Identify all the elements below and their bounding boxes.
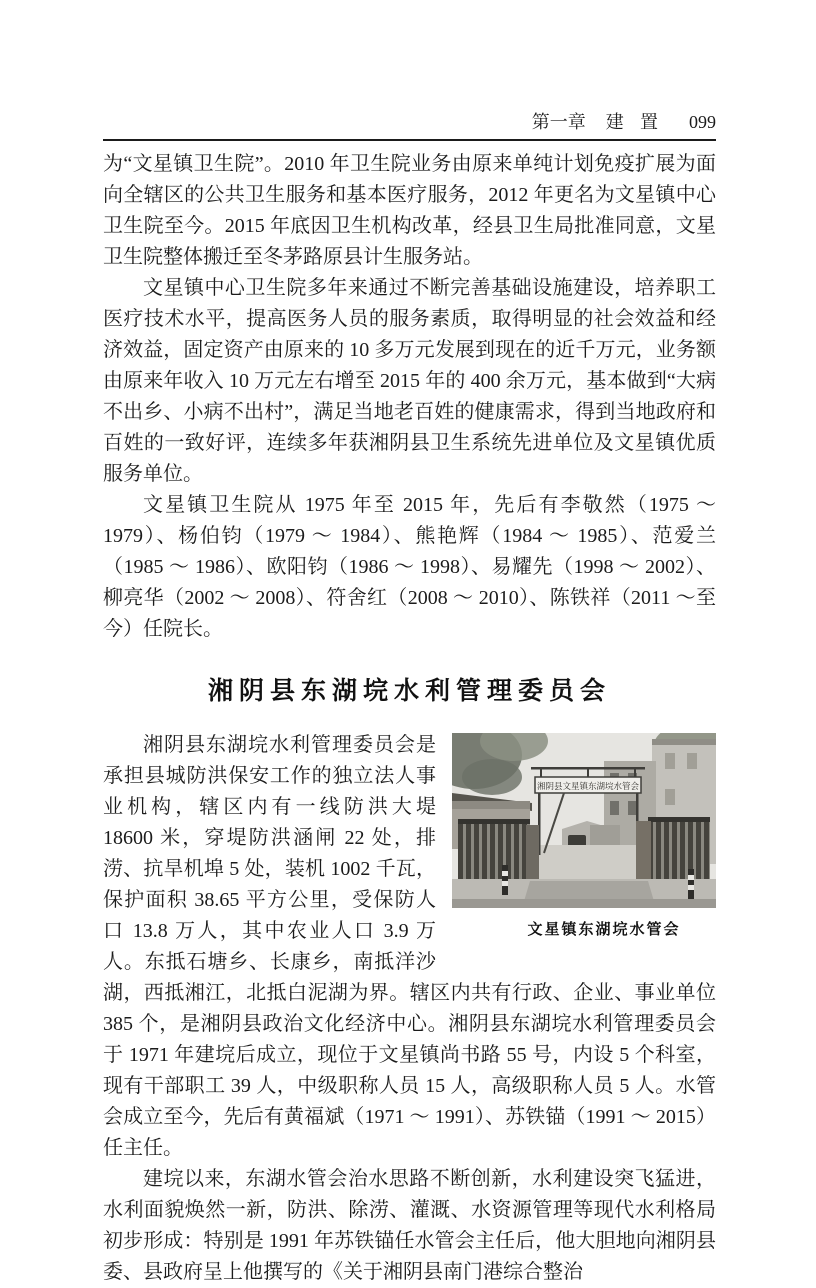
chapter-label: 第一章 [531, 112, 586, 132]
figure-caption: 文星镇东湖垸水管会 [527, 922, 681, 938]
page-number: 099 [689, 112, 716, 132]
paragraph-hospital-achievements: 文星镇中心卫生院多年来通过不断完善基础设施建设，培养职工医疗技术水平，提高医务人员的服务素质，取得明显的社会效益和经济效益，固定资产由原来的 10 多万元发展到现在的近千万元，业务额由原来年收入 10 万元左右增至 2015 年的 400 余万元，基本做到“大病不出乡、小病不出村”，满足当地老百姓的健康需求，得到当地政府和百姓的一致好评，连续多年获湘阴县卫生系统先进单位及文星镇优质服务单位。 [103, 277, 716, 485]
paragraph-closing: 建垸以来，东湖水管会治水思路不断创新，水利建设突飞猛进，水利面貌焕然一新，防洪、除涝、灌溉、水资源管理等现代水利格局初步形成：特别是 1991 年苏铁锚任水管会主任后，他大胆地向湘阴县委、县政府呈上他撰写的《关于湘阴县南门港综合整治 [103, 1168, 716, 1283]
page-content [103, 0, 716, 1288]
chapter-title: 建置 [605, 112, 675, 132]
gate-photo [452, 733, 716, 908]
section-intro-text: 湘阴县东湖垸水利管理委员会是承担县城防洪保安工作的独立法人事业机构，辖区内有一线防洪大堤 18600 米，穿堤防洪涵闸 22 处，排涝、抗旱机埠 5 处，装机 1002 千瓦，保护面积 38.65 平方公里，受保防人口 13.8 万人，其中农业人口 3.9 万人。东抵石塘乡、长康乡，南抵洋沙湖，西抵湘江，北抵白泥湖为界。辖区内共有行政、企业、事业单位 385 个，是湘阴县政治文化经济中心。湘阴县东湖垸水利管理委员会于 1971 年建垸后成立，现位于文星镇尚书路 55 号，内设 5 个科室，现有干部职工 39 人，中级职称人员 15 人，高级职称人员 5 人。水管会成立至今，先后有黄福斌（1971 ～ 1991）、苏铁锚（1991 ～ 2015）任主任。 [103, 734, 716, 1159]
fence-left [458, 819, 530, 881]
paragraph-hospital-directors: 文星镇卫生院从 1975 年至 2015 年，先后有李敬然（1975 ～ 1979）、杨伯钧（1979 ～ 1984）、熊艳辉（1984 ～ 1985）、范爱兰（1985 ～ 1986）、欧阳钧（1986 ～ 1998）、易耀先（1998 ～ 2002）、柳亮华（2002 ～ 2008）、符舍红（2008 ～ 2010）、陈铁祥（2011 ～至今）任院长。 [103, 494, 716, 640]
fence-right [648, 817, 710, 885]
gate-sign-text: 湘阴县文星镇东湖垸水管会 [536, 781, 640, 791]
gate-pillar-left [526, 825, 539, 885]
figure [452, 733, 716, 946]
bollard-left [502, 865, 508, 895]
bollard-right [688, 869, 694, 899]
gate-pillar-right [636, 821, 651, 885]
paragraph-continuation: 为“文星镇卫生院”。2010 年卫生院业务由原来单纯计划免疫扩展为面向全辖区的公共卫生服务和基本医疗服务，2012 年更名为文星镇中心卫生院至今。2015 年底因卫生机构改革，经县卫生局批准同意，文星卫生院整体搬迁至冬茅路原县计生服务站。 [103, 153, 716, 268]
foreground-pavement [452, 879, 716, 908]
running-head [103, 110, 716, 141]
body-text [103, 149, 716, 1288]
section-title: 湘阴县东湖垸水利管理委员会 [207, 677, 611, 705]
